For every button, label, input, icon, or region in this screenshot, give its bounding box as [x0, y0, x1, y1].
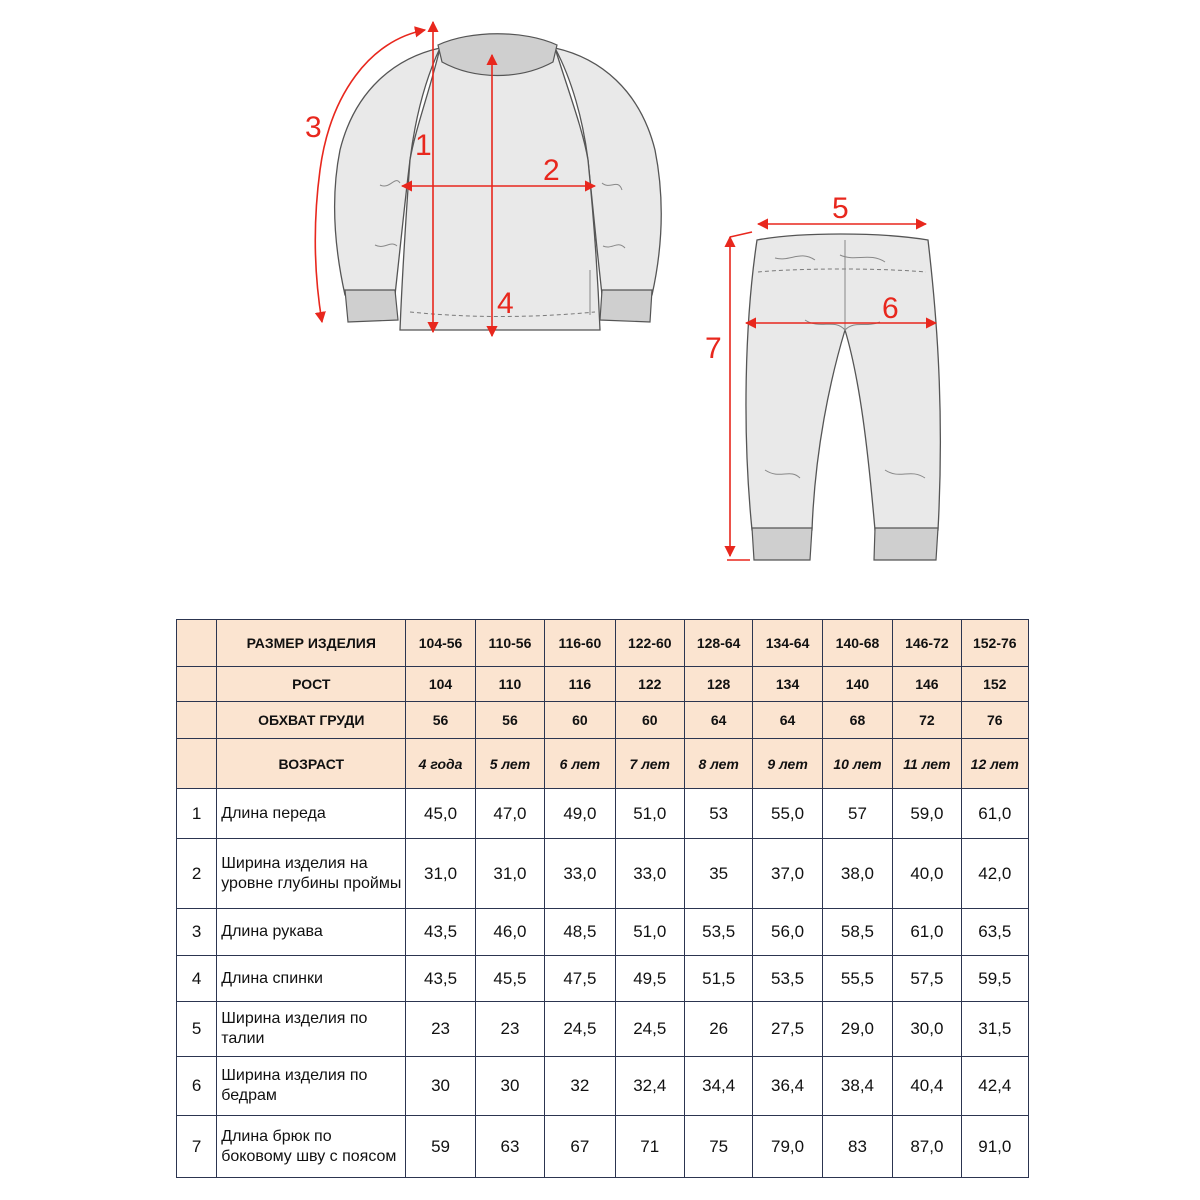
- row-number: 4: [177, 956, 217, 1002]
- header-cell: 110-56: [475, 620, 544, 667]
- header-cell: 122-60: [615, 620, 684, 667]
- header-row: [177, 667, 1029, 702]
- value-cell: 57,5: [893, 956, 961, 1002]
- header-cell: 140-68: [822, 620, 892, 667]
- header-cell: 68: [822, 702, 892, 739]
- header-cell: 4 года: [406, 739, 475, 789]
- table-row: [177, 1057, 1029, 1116]
- row-number: 1: [177, 789, 217, 839]
- value-cell: 30: [406, 1057, 475, 1116]
- size-table: [176, 619, 1029, 1178]
- table-row: [177, 789, 1029, 839]
- header-cell: 72: [893, 702, 961, 739]
- value-cell: 33,0: [615, 839, 684, 909]
- label-2: 2: [543, 154, 560, 187]
- table-row: [177, 909, 1029, 956]
- value-cell: 56,0: [753, 909, 822, 956]
- label-4: 4: [497, 287, 514, 320]
- header-cell: 146: [893, 667, 961, 702]
- header-row: [177, 702, 1029, 739]
- header-cell: 152-76: [961, 620, 1028, 667]
- value-cell: 31,0: [475, 839, 544, 909]
- header-cell: 11 лет: [893, 739, 961, 789]
- value-cell: 51,0: [615, 789, 684, 839]
- value-cell: 59,0: [893, 789, 961, 839]
- value-cell: 47,5: [545, 956, 615, 1002]
- table-row: [177, 956, 1029, 1002]
- value-cell: 71: [615, 1116, 684, 1178]
- value-cell: 53,5: [753, 956, 822, 1002]
- value-cell: 31,0: [406, 839, 475, 909]
- value-cell: 48,5: [545, 909, 615, 956]
- row-number: 7: [177, 1116, 217, 1178]
- value-cell: 34,4: [684, 1057, 752, 1116]
- header-cell: 56: [406, 702, 475, 739]
- value-cell: 23: [406, 1002, 475, 1057]
- header-label: ОБХВАТ ГРУДИ: [217, 702, 406, 739]
- header-blank-cell: [177, 620, 217, 667]
- header-cell: 64: [684, 702, 752, 739]
- value-cell: 63: [475, 1116, 544, 1178]
- header-blank-cell: [177, 702, 217, 739]
- pants-drawing: [746, 234, 940, 560]
- header-label: ВОЗРАСТ: [217, 739, 406, 789]
- row-number: 5: [177, 1002, 217, 1057]
- row-number: 6: [177, 1057, 217, 1116]
- header-cell: 8 лет: [684, 739, 752, 789]
- value-cell: 26: [684, 1002, 752, 1057]
- value-cell: 51,5: [684, 956, 752, 1002]
- header-cell: 56: [475, 702, 544, 739]
- value-cell: 27,5: [753, 1002, 822, 1057]
- value-cell: 36,4: [753, 1057, 822, 1116]
- value-cell: 32,4: [615, 1057, 684, 1116]
- value-cell: 37,0: [753, 839, 822, 909]
- value-cell: 79,0: [753, 1116, 822, 1178]
- value-cell: 45,0: [406, 789, 475, 839]
- value-cell: 35: [684, 839, 752, 909]
- value-cell: 63,5: [961, 909, 1028, 956]
- header-label: РОСТ: [217, 667, 406, 702]
- measurement-name: Ширина изделия по бедрам: [217, 1057, 406, 1116]
- measurement-name: Длина брюк по боковому шву с поясом: [217, 1116, 406, 1178]
- header-cell: 104-56: [406, 620, 475, 667]
- value-cell: 43,5: [406, 956, 475, 1002]
- row-number: 2: [177, 839, 217, 909]
- value-cell: 32: [545, 1057, 615, 1116]
- header-cell: 146-72: [893, 620, 961, 667]
- header-cell: 128-64: [684, 620, 752, 667]
- header-cell: 5 лет: [475, 739, 544, 789]
- header-cell: 7 лет: [615, 739, 684, 789]
- table-row: [177, 1116, 1029, 1178]
- measurement-name: Длина переда: [217, 789, 406, 839]
- value-cell: 45,5: [475, 956, 544, 1002]
- value-cell: 46,0: [475, 909, 544, 956]
- value-cell: 91,0: [961, 1116, 1028, 1178]
- value-cell: 40,0: [893, 839, 961, 909]
- value-cell: 29,0: [822, 1002, 892, 1057]
- value-cell: 30: [475, 1057, 544, 1116]
- label-3: 3: [305, 111, 322, 144]
- value-cell: 61,0: [961, 789, 1028, 839]
- header-cell: 134-64: [753, 620, 822, 667]
- value-cell: 87,0: [893, 1116, 961, 1178]
- value-cell: 42,4: [961, 1057, 1028, 1116]
- header-cell: 104: [406, 667, 475, 702]
- header-cell: 110: [475, 667, 544, 702]
- value-cell: 40,4: [893, 1057, 961, 1116]
- label-7: 7: [705, 332, 722, 365]
- value-cell: 53,5: [684, 909, 752, 956]
- header-cell: 6 лет: [545, 739, 615, 789]
- header-cell: 116: [545, 667, 615, 702]
- value-cell: 33,0: [545, 839, 615, 909]
- header-cell: 122: [615, 667, 684, 702]
- header-cell: 134: [753, 667, 822, 702]
- value-cell: 24,5: [545, 1002, 615, 1057]
- value-cell: 83: [822, 1116, 892, 1178]
- label-6: 6: [882, 292, 899, 325]
- table-row: [177, 1002, 1029, 1057]
- value-cell: 59: [406, 1116, 475, 1178]
- value-cell: 55,0: [753, 789, 822, 839]
- header-cell: 152: [961, 667, 1028, 702]
- header-row: [177, 739, 1029, 789]
- value-cell: 31,5: [961, 1002, 1028, 1057]
- value-cell: 47,0: [475, 789, 544, 839]
- value-cell: 49,5: [615, 956, 684, 1002]
- measurement-name: Ширина изделия по талии: [217, 1002, 406, 1057]
- header-cell: 9 лет: [753, 739, 822, 789]
- header-cell: 140: [822, 667, 892, 702]
- header-cell: 12 лет: [961, 739, 1028, 789]
- header-cell: 60: [615, 702, 684, 739]
- value-cell: 49,0: [545, 789, 615, 839]
- value-cell: 42,0: [961, 839, 1028, 909]
- value-cell: 38,0: [822, 839, 892, 909]
- header-row: [177, 620, 1029, 667]
- value-cell: 38,4: [822, 1057, 892, 1116]
- value-cell: 24,5: [615, 1002, 684, 1057]
- header-cell: 64: [753, 702, 822, 739]
- header-cell: 10 лет: [822, 739, 892, 789]
- value-cell: 58,5: [822, 909, 892, 956]
- header-cell: 76: [961, 702, 1028, 739]
- value-cell: 55,5: [822, 956, 892, 1002]
- value-cell: 59,5: [961, 956, 1028, 1002]
- measurement-name: Ширина изделия на уровне глубины проймы: [217, 839, 406, 909]
- row-number: 3: [177, 909, 217, 956]
- value-cell: 57: [822, 789, 892, 839]
- value-cell: 30,0: [893, 1002, 961, 1057]
- value-cell: 75: [684, 1116, 752, 1178]
- header-cell: 116-60: [545, 620, 615, 667]
- header-blank-cell: [177, 667, 217, 702]
- value-cell: 61,0: [893, 909, 961, 956]
- header-label: РАЗМЕР ИЗДЕЛИЯ: [217, 620, 406, 667]
- header-cell: 128: [684, 667, 752, 702]
- value-cell: 51,0: [615, 909, 684, 956]
- value-cell: 43,5: [406, 909, 475, 956]
- measurement-name: Длина рукава: [217, 909, 406, 956]
- table-row: [177, 839, 1029, 909]
- header-cell: 60: [545, 702, 615, 739]
- label-5: 5: [832, 192, 849, 225]
- measurement-name: Длина спинки: [217, 956, 406, 1002]
- value-cell: 23: [475, 1002, 544, 1057]
- sweatshirt-drawing: [335, 34, 662, 330]
- label-1: 1: [415, 129, 432, 162]
- value-cell: 67: [545, 1116, 615, 1178]
- header-blank-cell: [177, 739, 217, 789]
- value-cell: 53: [684, 789, 752, 839]
